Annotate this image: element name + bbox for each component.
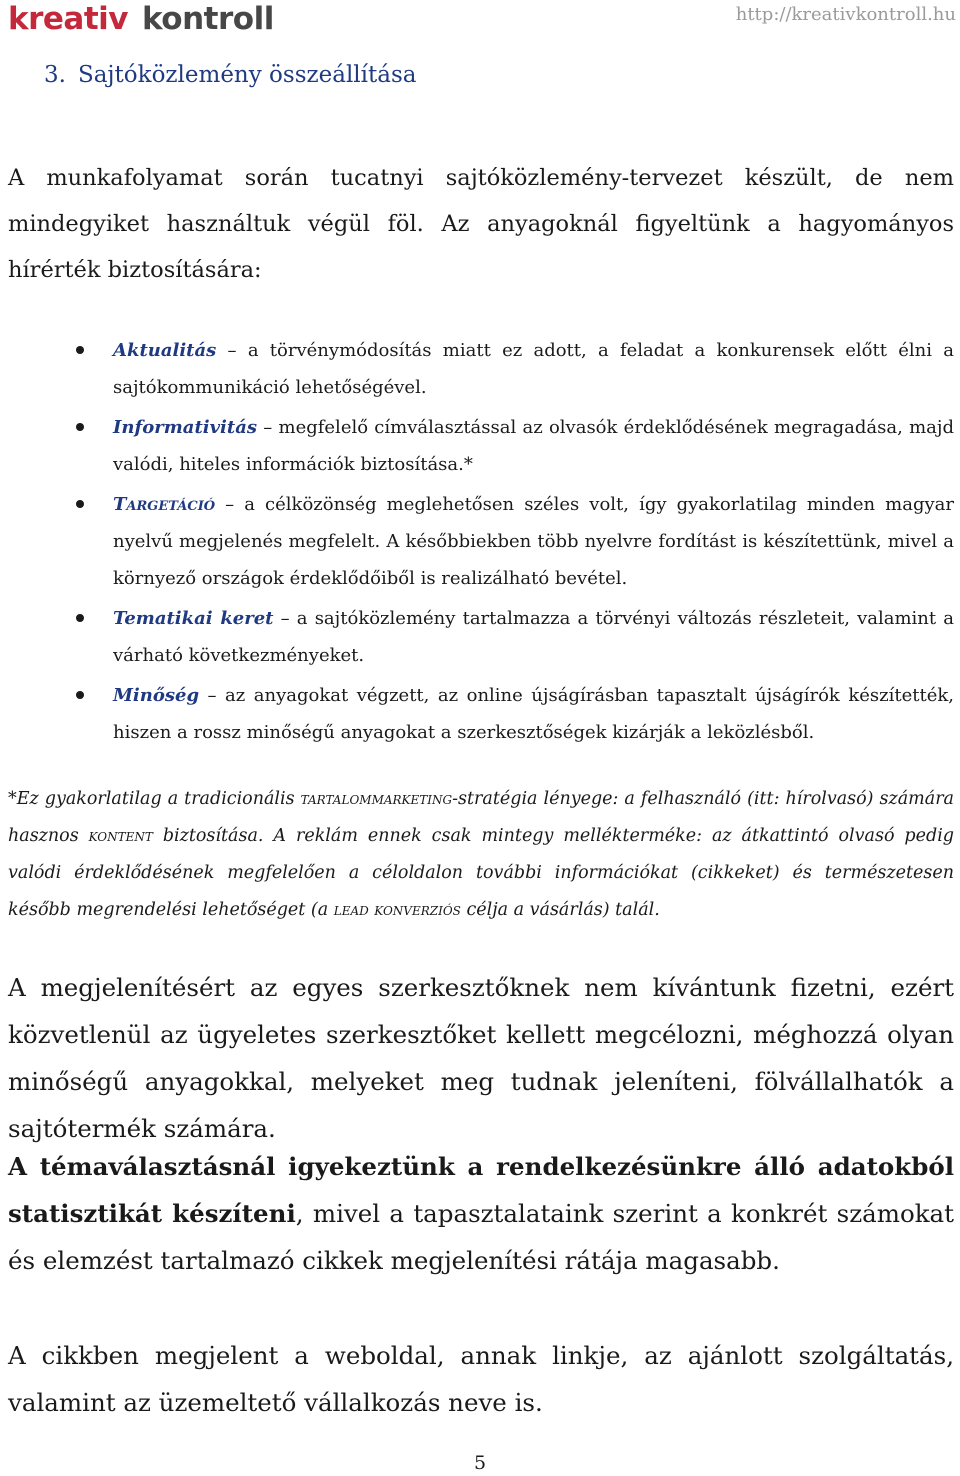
footnote-part: biztosítása. A reklám ennek csak mintegy melléktermékе: az átkattintó olvasó pedig valódi érdeklődésének megfelelően a céloldalon további információkat (cikkeket) és természetesen később megrendelési lehetőséget (a: [8, 826, 954, 920]
list-item-term: Aktualitás: [113, 340, 217, 361]
list-item-text: – a sajtóközlemény tartalmazza a törvényi változás részleteit, valamint a várható következményeket.: [113, 608, 954, 666]
list-item-term: Targetáció: [113, 494, 216, 515]
section-title: Sajtóközlemény összeállítása: [77, 62, 417, 88]
bullet-icon: [76, 500, 84, 508]
list-item-term: Informativitás: [113, 417, 258, 438]
header-url[interactable]: http://kreativkontroll.hu: [735, 4, 956, 25]
list-item-text: – a törvénymódosítás miatt ez adott, a feladat a konkurensek előtt élni a sajtókommunikáció lehetőségével.: [113, 340, 954, 398]
body-paragraph-topics: [8, 1143, 954, 1284]
bold-statement: A témaválasztásnál igyekeztünk a rendelkezésünkre álló adatokból statisztikát készíteni: [8, 1152, 954, 1228]
list-item: [0, 486, 954, 597]
section-number: 3.: [44, 62, 66, 88]
footnote-part: célja a vásárlás) talál.: [460, 900, 660, 920]
body-paragraph-article: A cikkben megjelent a weboldal, annak linkje, az ajánlott szolgáltatás, valamint az üzemeltető vállalkozás neve is.: [8, 1341, 954, 1417]
logo-word-kontroll: kontroll: [142, 1, 274, 37]
criteria-list: [0, 332, 954, 754]
list-item: [0, 409, 954, 483]
list-item: [0, 677, 954, 751]
intro-paragraph: A munkafolyamat során tucatnyi sajtóközlemény-tervezet készült, de nem mindegyiket használtuk végül föl. Az anyagoknál figyeltünk a hagyományos hírérték biztosítására:: [8, 165, 954, 283]
list-item: [0, 600, 954, 674]
list-item-text: – megfelelő címválasztással az olvasók érdeklődésének megragadása, majd valódi, hiteles információk biztosítása.*: [113, 417, 954, 475]
paragraph-rest: , mivel a tapasztalataink szerint a konkrét számokat és elemzést tartalmazó cikkek megjelenítési rátája magasabb.: [8, 1199, 954, 1275]
footnote: [8, 781, 954, 929]
page-number: 5: [473, 1452, 487, 1474]
body-paragraph-publishing: A megjelenítésért az egyes szerkesztőknek nem kívántunk fizetni, ezért közvetlenül az ügyeletes szerkesztőket kellett megcélozni, méghozzá olyan minőségű anyagokkal, melyeket meg tudnak jeleníteni, fölvállalhatók a sajtótermék számára.: [8, 973, 954, 1143]
footnote-term: lead konverziós: [333, 900, 461, 920]
footnote-part: *Ez gyakorlatilag a tradicionális: [8, 789, 301, 809]
footnote-part: -stratégia lényege: a felhasználó (itt: hírolvasó) számára hasznos: [8, 789, 954, 846]
footnote-term: tartalommarketing: [300, 789, 453, 809]
bullet-icon: [76, 614, 84, 622]
list-item-term: Minőség: [113, 685, 200, 706]
bullet-icon: [76, 346, 84, 354]
kreativkontroll-logo: [8, 0, 274, 38]
bullet-icon: [76, 691, 84, 699]
list-item-text: – a célközönség meglehetősen széles volt, így gyakorlatilag minden magyar nyelvű megjelenés megfelelt. A későbbiekben több nyelvre fordítást is készítettünk, mivel a környező országok érdeklődőiből is realizálható bevétel.: [113, 494, 954, 589]
list-item: [0, 332, 954, 406]
footnote-term: kontent: [88, 826, 153, 846]
list-item-text: – az anyagokat végzett, az online újságírásban tapasztalt újságírók készítették, hiszen a rossz minőségű anyagokat a szerkesztőségek kizárják a leközlésből.: [113, 685, 954, 743]
bullet-icon: [76, 423, 84, 431]
section-heading: [44, 62, 416, 88]
list-item-term: Tematikai keret: [113, 608, 274, 629]
logo-word-kreativ: kreativ: [8, 1, 129, 37]
